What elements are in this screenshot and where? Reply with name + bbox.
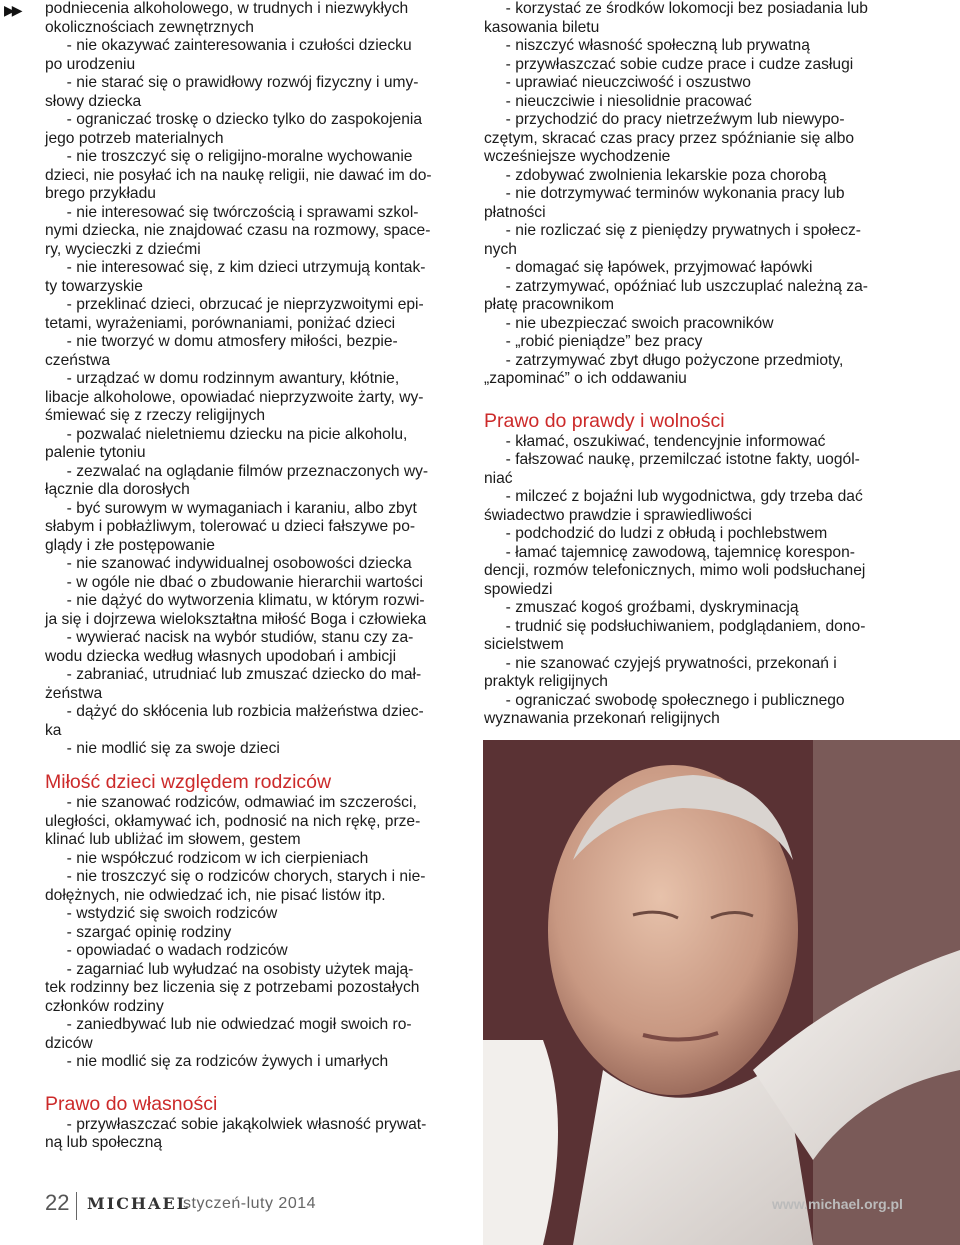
text-line: ną lub społeczną [45, 1134, 163, 1151]
text-line: nych [484, 240, 517, 258]
text-line: tetami, wyrażeniami, porównaniami, poniżać dzieci [45, 314, 396, 332]
text-line: - korzystać ze środków lokomocji bez posiadania lub [484, 0, 868, 17]
text-line: - „robić pieniądze” bez pracy [484, 333, 703, 350]
text-line: - ograniczać swobodę społecznego i publicznego [484, 691, 845, 709]
text-line: wodu dziecka według własnych upodobań i ambicji [45, 647, 397, 665]
text-line: - przeklinać dzieci, obrzucać je nieprzyzwoitymi epi- [45, 296, 424, 313]
text-line: - trudnić się podsłuchiwaniem, podglądaniem, dono- [484, 617, 866, 635]
text-line: uległości, okłamywać ich, podnosić na nich rękę, prze- [45, 812, 421, 830]
footer-divider [76, 1192, 77, 1220]
text-line: - dążyć do skłócenia lub rozbicia małżeństwa dziec- [45, 703, 424, 720]
text-line: - nie interesować się twórczością i sprawami szkol- [45, 203, 419, 221]
text-line: - zezwalać na oglądanie filmów przeznaczonych wy- [45, 462, 429, 480]
issue-date: styczeń-luty 2014 [183, 1195, 317, 1212]
text-line: - przychodzić do pracy nietrzeźwym lub niewypo- [484, 111, 845, 128]
text-line: - nie modlić się za swoje dzieci [45, 740, 280, 757]
text-line: ty towarzyskie [45, 277, 143, 295]
text-line: dencji, rozmów telefonicznych, mimo woli podsłuchanej [484, 562, 866, 579]
text-line: - nie dotrzymywać terminów wykonania pracy lub [484, 185, 845, 202]
text-line: ja się i dojrzewa wielokształtna miłość Boga i człowieka [45, 610, 427, 628]
page-footer [45, 1190, 960, 1230]
text-line: po urodzeniu [45, 55, 136, 73]
text-line: - nie rozliczać się z pieniędzy prywatnych i społecz- [484, 222, 861, 239]
text-line: - zmuszać kogoś groźbami, dyskryminacją [484, 599, 799, 616]
text-line: - fałszować naukę, przemilczać istotne fakty, uogól- [484, 451, 860, 468]
text-line: - nie okazywać zainteresowania i czułości dziecku [45, 37, 412, 54]
text-line: ka [45, 721, 62, 739]
text-line: - nie starać się o prawidłowy rozwój fizyczny i umy- [45, 74, 419, 91]
page-number: 22 [45, 1190, 70, 1215]
magazine-name: MICHAEL [87, 1194, 190, 1213]
text-line: kasowania biletu [484, 18, 600, 36]
section-heading-truth-freedom: Prawo do prawdy i wolności [484, 409, 725, 432]
text-line: - nie modlić się za rodziców żywych i umarłych [45, 1053, 389, 1070]
text-line: - nieuczciwie i niesolidnie pracować [484, 92, 752, 110]
text-line: - przywłaszczać sobie cudze prace i cudze zasługi [484, 55, 854, 73]
text-line: - zabraniać, utrudniać lub zmuszać dziecko do mał- [45, 666, 422, 683]
text-line: wyznawania przekonań religijnych [484, 710, 720, 727]
text-line: jego potrzeb materialnych [45, 129, 224, 147]
text-line: - szargać opinię rodziny [45, 923, 232, 941]
text-line: praktyk religijnych [484, 673, 608, 690]
text-line: płatności [484, 203, 546, 221]
left-column-lower [45, 770, 457, 1153]
text-line: - uprawiać nieuczciwość i oszustwo [484, 74, 751, 91]
website-url[interactable]: www.michael.org.pl [772, 1196, 903, 1212]
text-line: - łamać tajemnicę zawodową, tajemnicę korespon- [484, 543, 855, 561]
text-line: - być surowym w wymaganiach i karaniu, albo zbyt [45, 499, 417, 517]
text-line: - urządzać w domu rodzinnym awantury, kłótnie, [45, 370, 400, 387]
text-line: płatę pracownikom [484, 296, 615, 313]
text-line: czeństwa [45, 351, 111, 369]
text-line: - nie szanować indywidualnej osobowości dziecka [45, 555, 412, 572]
text-line: dołężnych, nie odwiedzać ich, nie pisać listów itp. [45, 886, 386, 904]
text-line: - wstydzić się swoich rodziców [45, 905, 278, 922]
section-heading-property: Prawo do własności [45, 1092, 218, 1115]
text-line: - zagarniać lub wyłudzać na osobisty użytek mają- [45, 960, 414, 978]
text-line: - niszczyć własność społeczną lub prywatną [484, 37, 810, 54]
text-line: - nie szanować czyjejś prywatności, przekonań i [484, 654, 837, 672]
text-line: tek rodzinny bez liczenia się z potrzebami pozostałych [45, 979, 420, 996]
text-line: świadectwo prawdzie i sprawiedliwości [484, 506, 752, 524]
text-line: palenie tytoniu [45, 444, 146, 461]
section-heading-children-parents: Miłość dzieci względem rodziców [45, 771, 332, 793]
text-line: libacje alkoholowe, opowiadać nieprzyzwoite żarty, wy- [45, 388, 424, 406]
text-line: - nie szanować rodziców, odmawiać im szczerości, [45, 794, 417, 811]
text-line: dziców [45, 1034, 93, 1052]
text-line: wcześniejsze wychodzenie [484, 148, 671, 165]
text-line: „zapominać” o ich oddawaniu [484, 370, 687, 387]
text-line: spowiedzi [484, 580, 553, 598]
text-line: - nie troszczyć się o rodziców chorych, starych i nie- [45, 868, 426, 885]
text-line: - ograniczać troskę o dziecko tylko do zaspokojenia [45, 111, 423, 128]
text-line: - nie interesować się, z kim dzieci utrzymują kontak- [45, 259, 426, 276]
text-line: - przywłaszczać sobie jakąkolwiek własność prywat- [45, 1115, 427, 1133]
text-line: dzieci, nie posyłać ich na naukę religii, nie dawać im do- [45, 166, 432, 184]
text-line: czętym, skracać czas pracy przez spóźnianie się albo [484, 129, 855, 147]
text-line: klinać lub ubliżać im słowem, gestem [45, 831, 301, 848]
text-line: niać [484, 469, 513, 487]
text-line: - milczeć z bojaźni lub wygodnictwa, gdy trzeba dać [484, 488, 863, 505]
text-line: - nie ubezpieczać swoich pracowników [484, 314, 774, 332]
text-line: - nie współczuć rodzicom w ich cierpieniach [45, 849, 369, 867]
text-line: sicielstwem [484, 636, 564, 653]
text-line: okolicznościach zewnętrznych [45, 18, 254, 36]
text-line: - pozwalać nieletniemu dziecku na picie alkoholu, [45, 425, 408, 443]
text-line: słowy dziecka [45, 92, 142, 110]
text-line: - zaniedbywać lub nie odwiedzać mogił swoich ro- [45, 1016, 412, 1033]
text-line: śmiewać się z rzeczy religijnych [45, 407, 266, 424]
text-line: - domagać się łapówek, przyjmować łapówki [484, 259, 813, 276]
left-column [45, 0, 457, 759]
text-line: podniecenia alkoholowego, w trudnych i niezwykłych [45, 0, 409, 17]
text-line: - nie troszczyć się o religijno-moralne wychowanie [45, 148, 413, 165]
text-line: słabym i pobłażliwym, tolerować u dzieci fałszywe po- [45, 518, 416, 535]
text-line: - wywierać nacisk na wybór studiów, stanu czy za- [45, 629, 414, 646]
text-line: ry, wycieczki z dziećmi [45, 240, 201, 258]
continuation-arrows-icon: ▶▶ [4, 2, 20, 18]
text-line: nymi dziecka, nie znajdować czasu na rozmowy, space- [45, 222, 431, 239]
text-line: - w ogóle nie dbać o zbudowanie hierarchii wartości [45, 573, 423, 591]
text-line: brego przykładu [45, 185, 156, 202]
text-line: członków rodziny [45, 997, 164, 1015]
text-line: glądy i złe postępowanie [45, 536, 215, 554]
text-line: - zatrzymywać zbyt długo pożyczone przedmioty, [484, 351, 844, 369]
text-line: - zatrzymywać, opóźniać lub uszczuplać należną za- [484, 277, 868, 295]
text-line: - nie tworzyć w domu atmosfery miłości, bezpie- [45, 333, 398, 350]
text-line: - opowiadać o wadach rodziców [45, 942, 288, 959]
right-column [484, 0, 902, 729]
text-line: - zdobywać zwolnienia lekarskie poza chorobą [484, 166, 827, 184]
text-line: - kłamać, oszukiwać, tendencyjnie informować [484, 432, 826, 450]
text-line: łącznie dla dorosłych [45, 481, 190, 498]
text-line: - podchodzić do ludzi z obłudą i pochlebstwem [484, 525, 828, 542]
text-line: - nie dążyć do wytworzenia klimatu, w którym rozwi- [45, 592, 425, 609]
priest-photo-illustration [483, 740, 960, 1245]
text-line: żeństwa [45, 684, 103, 702]
priest-photo [483, 740, 960, 1245]
